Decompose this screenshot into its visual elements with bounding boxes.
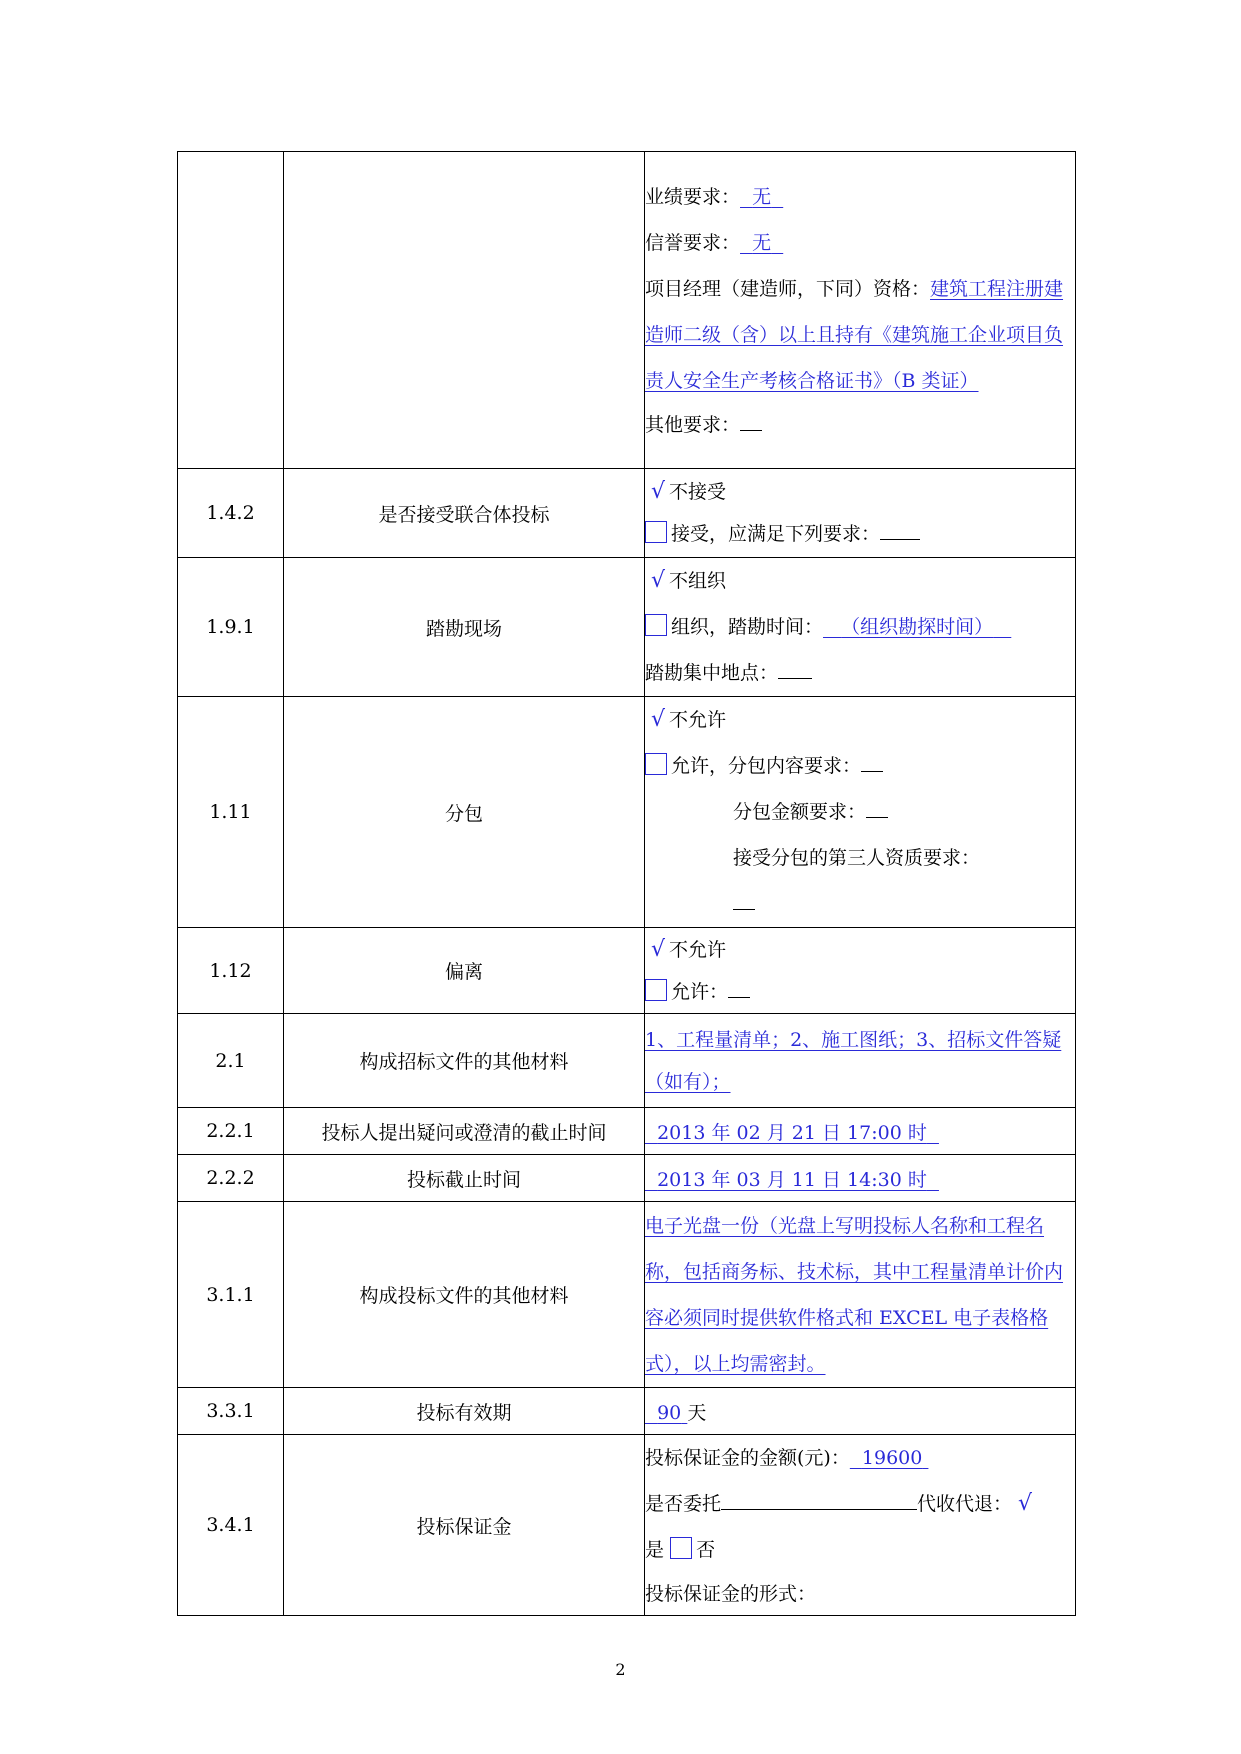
checkmark-icon: √: [651, 707, 666, 732]
other-requirement: 其他要求：: [645, 404, 1075, 446]
row-content: [645, 1108, 1076, 1155]
table-row: [178, 558, 1076, 697]
site-visit-place: 踏勘集中地点：: [645, 650, 1075, 696]
table-row: [178, 1155, 1076, 1202]
performance-value: 无: [752, 186, 772, 208]
table-row: [178, 697, 1076, 928]
option-checked: √ 不组织: [651, 568, 727, 593]
row-content: [645, 928, 1076, 1014]
other-bid-materials-value: 电子光盘一份（光盘上写明投标人名称和工程名称，包括商务标、技术标，其中工程量清单计价内容必须同时提供软件格式和 EXCEL 电子表格格式），以上均需密封。: [645, 1214, 1064, 1375]
project-manager-value: 建筑工程注册建造师二级（含）以上且持有《建筑施工企业项目负责人安全生产考核合格证书》（B 类证）: [645, 278, 1064, 392]
subcontractor-qualification: 接受分包的第三人资质要求：: [733, 847, 981, 869]
tender-info-table: [177, 151, 1076, 1616]
table-row: [178, 1388, 1076, 1435]
row-item: 投标有效期: [284, 1388, 645, 1435]
row-content: [645, 1202, 1076, 1388]
yes-no-option: 是 否: [645, 1539, 716, 1561]
bid-deadline-value: 2013 年 03 月 11 日 14:30 时: [657, 1168, 927, 1191]
table-row: [178, 1202, 1076, 1388]
row-item: 构成投标文件的其他材料: [284, 1202, 645, 1388]
blank-line: [861, 751, 883, 772]
checkmark-icon: √: [651, 936, 666, 962]
row-item: 是否接受联合体投标: [284, 469, 645, 558]
blank-line: [728, 977, 750, 998]
row-content: [645, 558, 1076, 697]
subcontractor-qualification-blank: [645, 881, 1075, 927]
row-item: 偏离: [284, 928, 645, 1014]
option-unchecked: 组织，踏勘时间： （组织勘探时间）: [645, 604, 1075, 650]
subcontract-amount: 分包金额要求：: [645, 789, 1075, 835]
row-number: [178, 152, 284, 469]
other-tender-materials-value: 1、工程量清单；2、施工图纸；3、招标文件答疑（如有）；: [645, 1028, 1062, 1093]
table-row: [178, 928, 1076, 1014]
row-content: [645, 1155, 1076, 1202]
row-item: 投标截止时间: [284, 1155, 645, 1202]
row-item: [284, 152, 645, 469]
checkbox-icon: [645, 521, 667, 543]
table-row: [178, 1014, 1076, 1108]
bid-bond-amount: 投标保证金的金额(元)： 19600: [645, 1435, 1075, 1481]
option-unchecked: 允许，分包内容要求：: [645, 743, 1075, 789]
checkbox-icon: [645, 979, 667, 1001]
row-number: 1.12: [178, 928, 284, 1014]
blank-line: [778, 658, 812, 679]
table-row: [178, 1435, 1076, 1616]
performance-requirement: 业绩要求： 无: [645, 174, 1075, 220]
row-content: [645, 152, 1076, 469]
checkmark-icon: √: [1018, 1491, 1033, 1516]
validity-days-value: 90: [657, 1401, 682, 1424]
row-content: [645, 1435, 1076, 1616]
row-content: [645, 1014, 1076, 1108]
blank-line: [721, 1489, 917, 1510]
checkmark-icon: √: [651, 568, 666, 593]
blank-line: [733, 889, 755, 910]
credit-requirement: 信誉要求： 无: [645, 220, 1075, 266]
option-checked: √ 不允许: [651, 936, 727, 962]
row-item: 投标人提出疑问或澄清的截止时间: [284, 1108, 645, 1155]
row-number: 3.3.1: [178, 1388, 284, 1435]
row-number: 2.2.1: [178, 1108, 284, 1155]
row-item: 投标保证金: [284, 1435, 645, 1616]
blank-line: [866, 797, 888, 818]
checkbox-icon: [645, 614, 667, 636]
row-number: 3.1.1: [178, 1202, 284, 1388]
row-number: 1.11: [178, 697, 284, 928]
bid-bond-amount-value: 19600: [861, 1447, 923, 1469]
row-content: 90 天: [645, 1388, 1076, 1435]
page-number: 2: [615, 1660, 626, 1679]
table-row: [178, 152, 1076, 469]
option-unchecked: 允许：: [645, 971, 1075, 1013]
option-checked: √ 不允许: [651, 707, 727, 732]
table-row: [178, 1108, 1076, 1155]
option-checked: √ 不接受: [651, 479, 727, 504]
blank-line: [740, 410, 762, 431]
project-manager-qualification: 项目经理（建造师，下同）资格：建筑工程注册建造师二级（含）以上且持有《建筑施工企业项目负责人安全生产考核合格证书》（B 类证）: [645, 278, 1064, 392]
table-row: [178, 469, 1076, 558]
row-number: 2.1: [178, 1014, 284, 1108]
blank-line: [880, 519, 920, 540]
row-content: [645, 469, 1076, 558]
row-item: 构成招标文件的其他材料: [284, 1014, 645, 1108]
bid-bond-form: 投标保证金的形式：: [645, 1583, 817, 1605]
checkbox-icon: [645, 753, 667, 775]
option-unchecked: 接受，应满足下列要求：: [645, 513, 1075, 555]
checkbox-icon: [670, 1537, 692, 1559]
row-number: 3.4.1: [178, 1435, 284, 1616]
row-number: 1.4.2: [178, 469, 284, 558]
row-item: 踏勘现场: [284, 558, 645, 697]
credit-value: 无: [752, 232, 772, 254]
row-number: 2.2.2: [178, 1155, 284, 1202]
checkmark-icon: √: [651, 479, 666, 504]
row-number: 1.9.1: [178, 558, 284, 697]
entrust-refund: 是否委托 代收代退： √: [645, 1491, 1033, 1516]
question-deadline-value: 2013 年 02 月 21 日 17:00 时: [657, 1121, 927, 1144]
site-visit-time-value: （组织勘探时间）: [841, 616, 994, 638]
row-item: 分包: [284, 697, 645, 928]
row-content: [645, 697, 1076, 928]
